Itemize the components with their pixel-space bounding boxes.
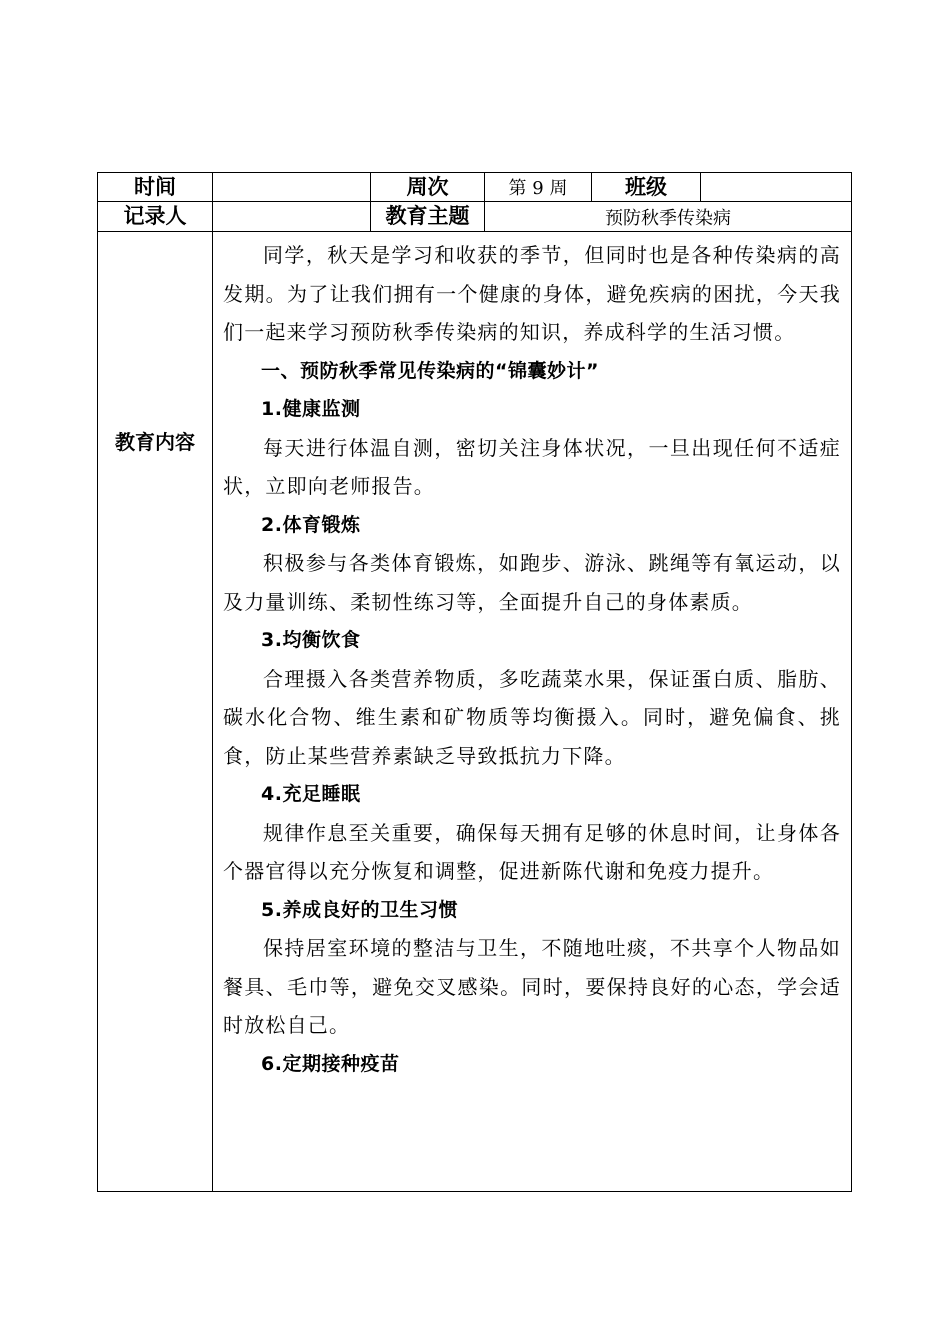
body-paragraph: 规律作息至关重要，确保每天拥有足够的休息时间，让身体各个器官得以充分恢复和调整，促进新陈代谢和免疫力提升。 [223, 820, 841, 883]
section-heading: 2.体育锻炼 [261, 513, 361, 536]
section-heading: 3.均衡饮食 [261, 629, 361, 651]
content-paragraphs [223, 236, 841, 1083]
section-heading: 一、预防秋季常见传染病的“锦囊妙计” [261, 359, 599, 382]
content-label-cell [98, 232, 213, 1192]
section-heading: 5.养成良好的卫生习惯 [261, 898, 458, 921]
theme-label: 教育主题 [371, 202, 485, 232]
body-paragraph: 保持居室环境的整洁与卫生，不随地吐痰，不共享个人物品如餐具、毛巾等，避免交叉感染。同时，要保持良好的心态，学会适时放松自己。 [223, 936, 841, 1037]
week-value: 第 9 周 [485, 173, 592, 202]
theme-value: 预防秋季传染病 [485, 202, 852, 232]
class-label: 班级 [592, 173, 701, 202]
section-heading: 1.健康监测 [261, 398, 361, 420]
body-paragraph: 积极参与各类体育锻炼，如跑步、游泳、跳绳等有氧运动，以及力量训练、柔韧性练习等，全面提升自己的身体素质。 [223, 551, 841, 614]
time-value [213, 173, 371, 202]
section-heading: 4.充足睡眠 [261, 783, 361, 805]
section-heading: 6.定期接种疫苗 [261, 1052, 400, 1075]
content-row [98, 232, 852, 1192]
week-label: 周次 [371, 173, 485, 202]
content-label: 教育内容 [115, 430, 195, 454]
body-paragraph: 同学，秋天是学习和收获的季节，但同时也是各种传染病的高发期。为了让我们拥有一个健康的身体，避免疾病的困扰，今天我们一起来学习预防秋季传染病的知识，养成科学的生活习惯。 [223, 243, 841, 344]
recorder-value [213, 202, 371, 232]
class-value [701, 173, 852, 202]
body-paragraph: 每天进行体温自测，密切关注身体状况，一旦出现任何不适症状，立即向老师报告。 [223, 435, 841, 498]
header-row-1 [98, 173, 852, 202]
header-row-2 [98, 202, 852, 232]
body-paragraph: 合理摄入各类营养物质，多吃蔬菜水果，保证蛋白质、脂肪、碳水化合物、维生素和矿物质等均衡摄入。同时，避免偏食、挑食，防止某些营养素缺乏导致抵抗力下降。 [223, 666, 841, 768]
content-body [213, 232, 852, 1192]
education-record-table [97, 172, 852, 1192]
recorder-label: 记录人 [98, 202, 213, 232]
time-label: 时间 [98, 173, 213, 202]
